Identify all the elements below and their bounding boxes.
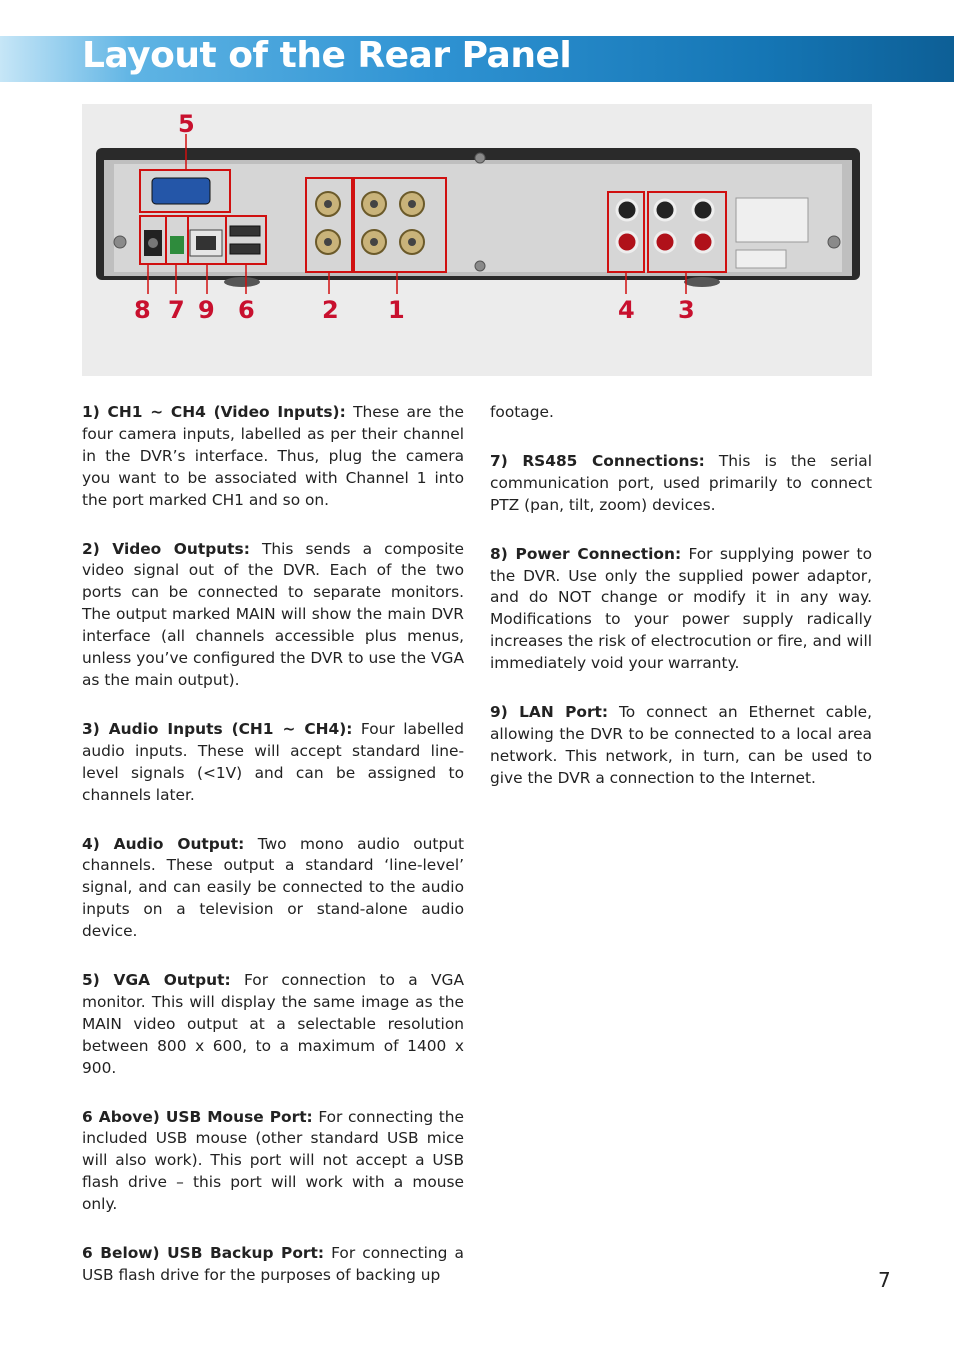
- page-title: Layout of the Rear Panel: [82, 35, 572, 76]
- item-vga-output: 5) VGA Output: For connection to a VGA monitor. This will display the same image as the MAIN video output at a selectable resolution between 800 x 600, to a maximum of 1400 x 900.: [82, 971, 464, 1077]
- item-audio-output: 4) Audio Output: Two mono audio output channels. These output a standard ‘line-level’ signal, and can easily be connected to the audio inputs on a television or stand-alone audio device.: [82, 834, 464, 941]
- item-video-outputs: 2) Video Outputs: This sends a composite video signal out of the DVR. Each of the two ports can be connected to separate monitors. The output marked MAIN will show the main DVR interface (all channels accessible plus menus, unless you’ve configured the DVR to use the VGA as the main output).: [82, 539, 464, 689]
- callout-5: 5: [178, 110, 195, 138]
- item-lan-port: 9) LAN Port: To connect an Ethernet cable, allowing the DVR to be connected to a local area network. This network, in turn, can be used to give the DVR a connection to the Internet.: [490, 703, 873, 787]
- item-video-inputs: 1) CH1 ~ CH4 (Video Inputs): These are the four camera inputs, labelled as per their channel in the DVR’s interface. Thus, plug the camera you want to be associated with Channel 1 into the port marked CH1 and so on.: [82, 403, 465, 509]
- left-column: [82, 402, 464, 1314]
- product-label-sticker: [736, 198, 808, 242]
- usb-backup-port-icon: [230, 244, 260, 254]
- callout-6: 6: [238, 296, 255, 324]
- item-usb-backup-port: 6 Below) USB Backup Port: For connecting a USB flash drive for the purposes of backing up: [82, 1244, 464, 1284]
- vga-port-icon: [152, 178, 210, 204]
- callout-1: 1: [388, 296, 405, 324]
- page-number: 7: [878, 1268, 891, 1292]
- rear-panel-figure: [82, 104, 872, 376]
- item-usb-backup-continued: footage.: [490, 403, 554, 421]
- item-audio-inputs: 3) Audio Inputs (CH1 ~ CH4): Four labelled audio inputs. These will accept standard line-level signals (<1V) and can be assigned to channels later.: [82, 719, 464, 804]
- rs485-port-icon: [170, 236, 184, 254]
- callout-4: 4: [618, 296, 635, 324]
- callout-7: 7: [168, 296, 185, 324]
- right-column: [490, 402, 872, 817]
- callout-3: 3: [678, 296, 695, 324]
- item-rs485: 7) RS485 Connections: This is the serial communication port, used primarily to connect PTZ (pan, tilt, zoom) devices.: [490, 451, 873, 514]
- callout-2: 2: [322, 296, 339, 324]
- item-usb-mouse-port: 6 Above) USB Mouse Port: For connecting the included USB mouse (other standard USB mice will also work). This port will not accept a USB flash drive – this port will work with a mouse only.: [82, 1107, 464, 1214]
- callout-8: 8: [134, 296, 151, 324]
- item-power-connection: 8) Power Connection: For supplying power to the DVR. Use only the supplied power adaptor, and do NOT change or modify it in any way. Modifications to your power supply radically increases the risk of electrocution or fire, and will immediately void your warranty.: [490, 544, 872, 673]
- callout-9: 9: [198, 296, 215, 324]
- usb-mouse-port-icon: [230, 226, 260, 236]
- rear-panel-illustration: [82, 104, 872, 376]
